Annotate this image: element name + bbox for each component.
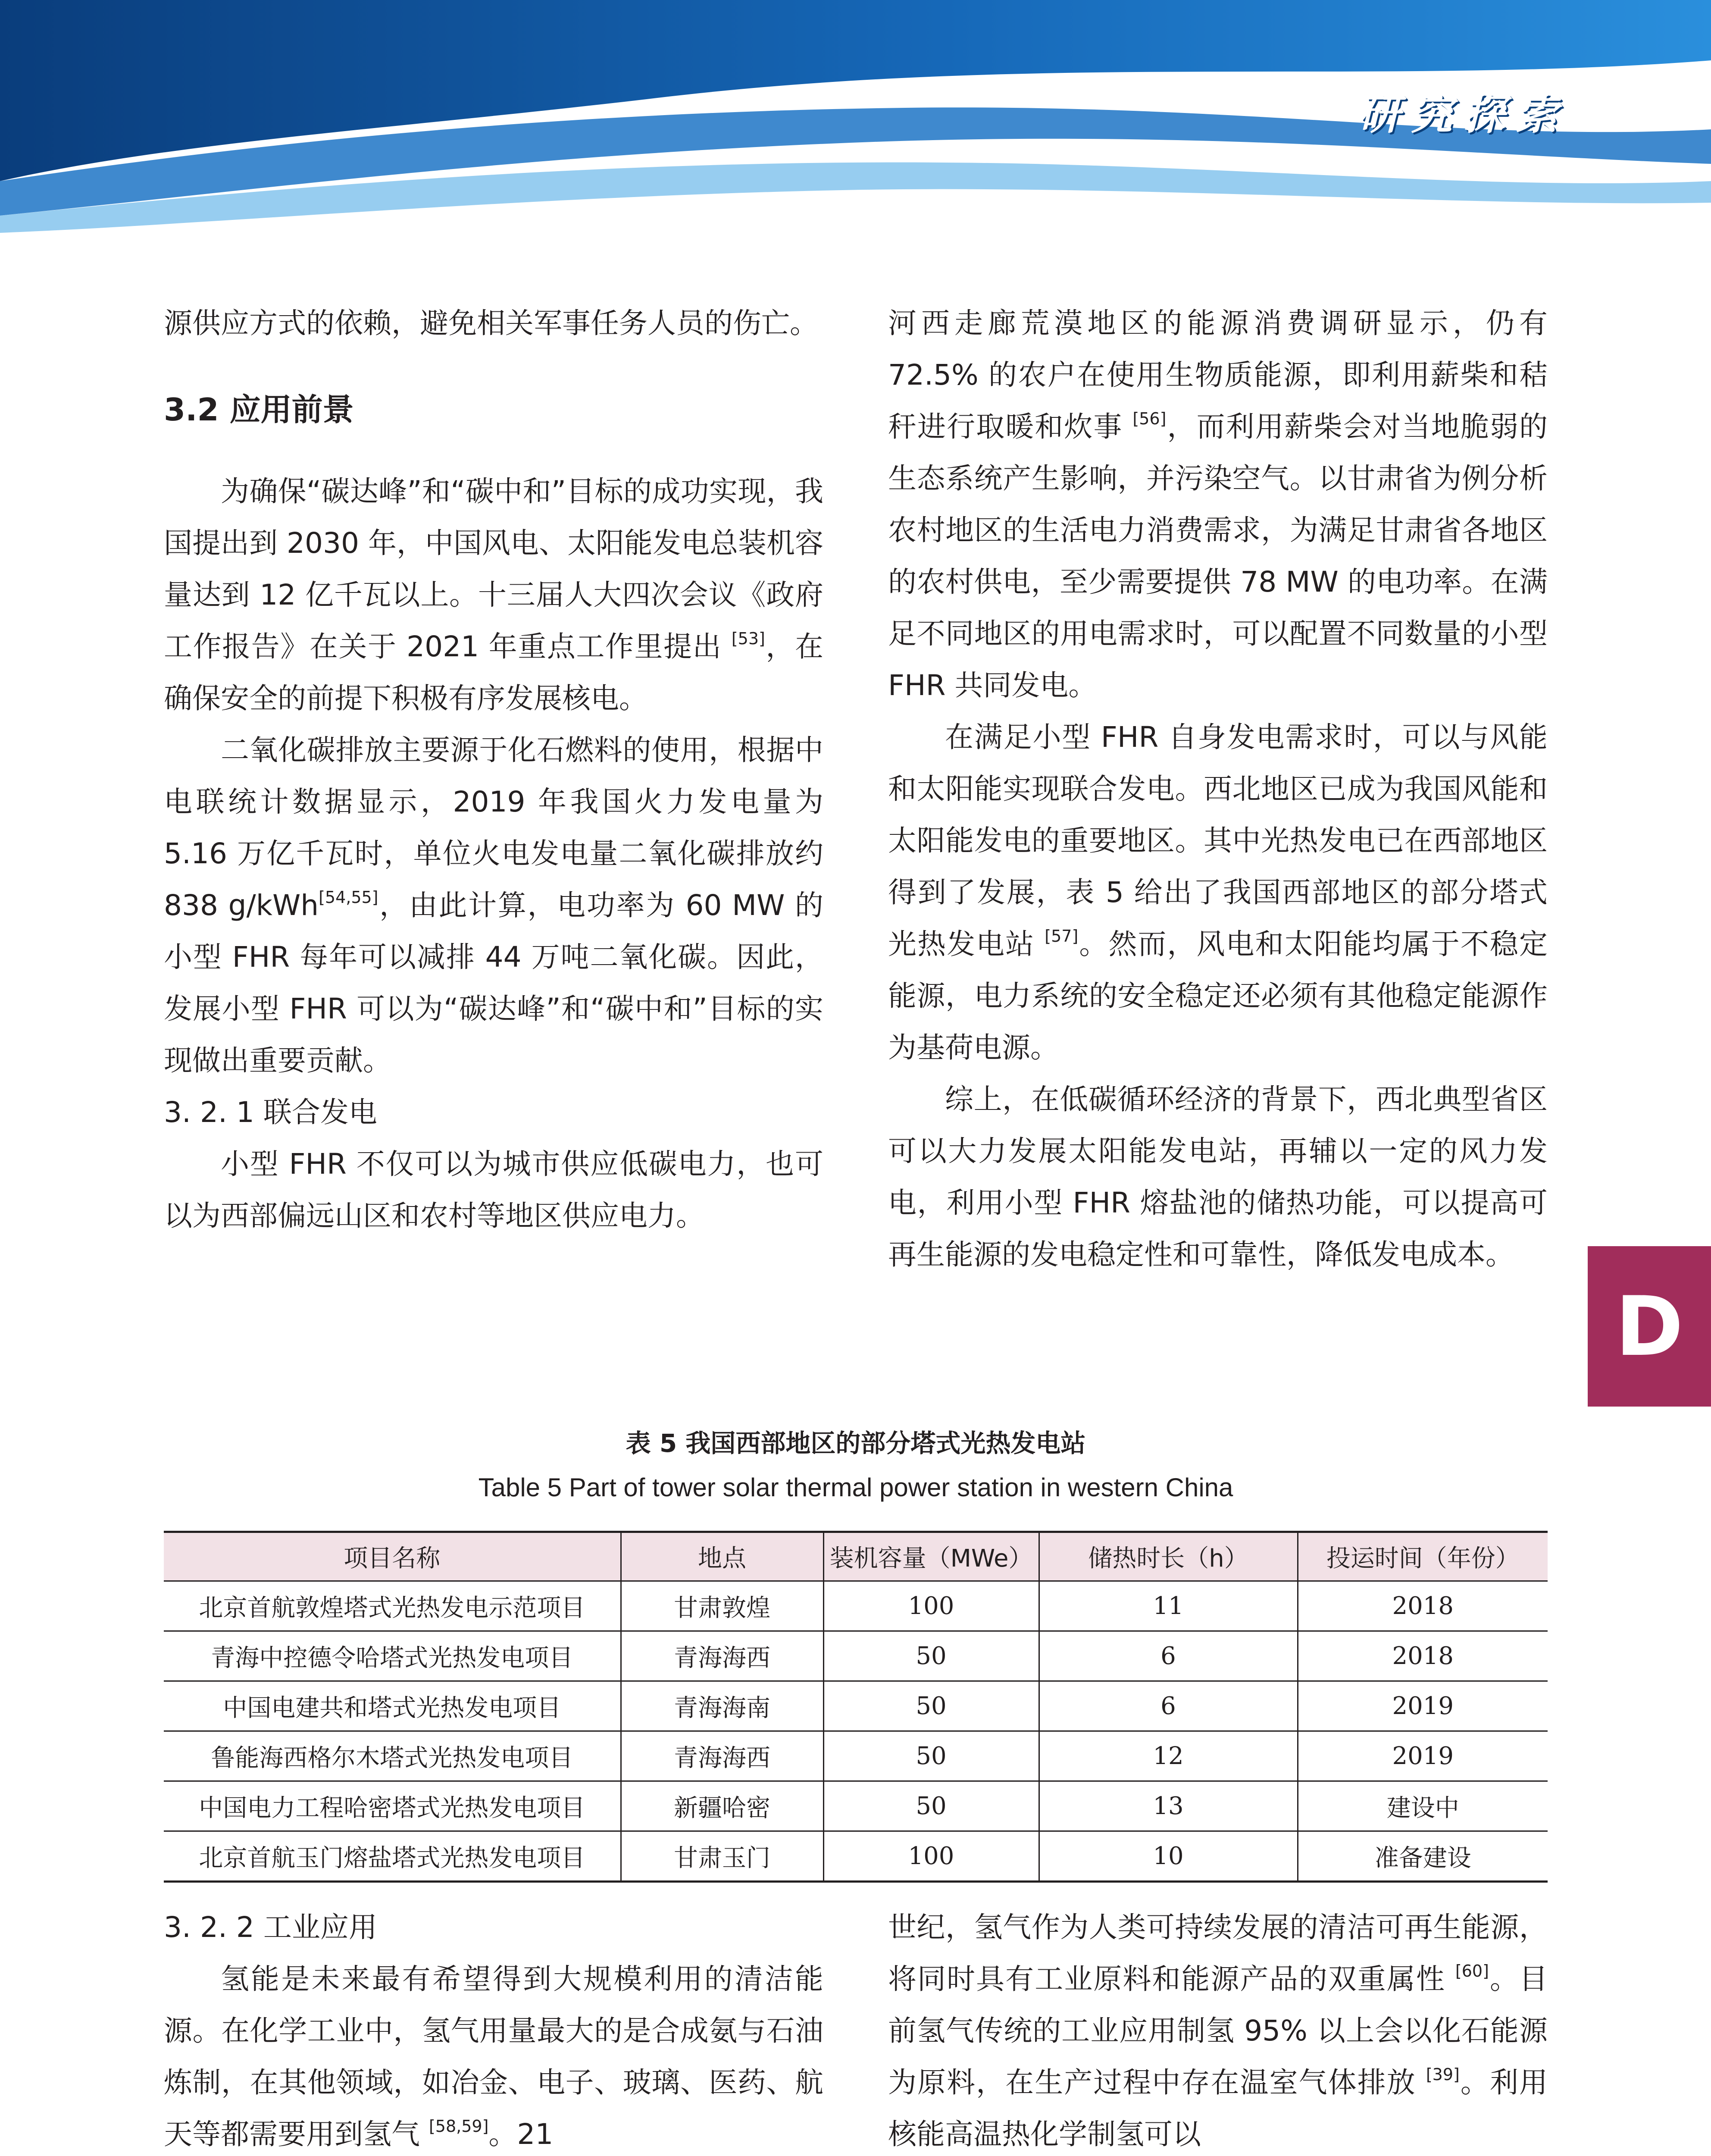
table-cell: 准备建设 — [1298, 1831, 1548, 1882]
table-cell: 12 — [1039, 1731, 1298, 1781]
citation: [60] — [1455, 1962, 1489, 1981]
subsection-heading: 3. 2. 1 联合发电 — [164, 1096, 377, 1129]
table-row — [164, 1781, 1548, 1831]
section-tag: 研究探索 — [1358, 91, 1569, 139]
table-cell: 2019 — [1298, 1731, 1548, 1781]
table-cell: 50 — [823, 1631, 1039, 1681]
bottom-left-column — [164, 1902, 823, 2156]
citation: [53] — [731, 629, 765, 648]
table-row — [164, 1581, 1548, 1631]
paragraph: 在满足小型 FHR 自身发电需求时，可以与风能和太阳能实现联合发电。西北地区已成为我国风能和太阳能发电的重要地区。其中光热发电已在西部地区得到了发展，表 5 给出了我国西部地区的部分塔式光热发电站 [57]。然而，风电和太阳能均属于不稳定能源，电力系统的安全稳定还必须有其他稳定能源作为基荷电源。 — [888, 721, 1548, 1064]
paragraph: 为确保“碳达峰”和“碳中和”目标的成功实现，我国提出到 2030 年，中国风电、太阳能发电总装机容量达到 12 亿千瓦以上。十三届人大四次会议《政府工作报告》在关于 2021 年重点工作里提出 [53]，在确保安全的前提下积极有序发展核电。 — [164, 475, 824, 715]
table-caption: 表 5 我国西部地区的部分塔式光热发电站 — [626, 1429, 1086, 1458]
table-cell: 中国电建共和塔式光热发电项目 — [164, 1681, 621, 1731]
table-cell: 青海海西 — [621, 1731, 823, 1781]
table-cell: 建设中 — [1298, 1781, 1548, 1831]
left-column — [164, 298, 823, 1242]
table-cell: 中国电力工程哈密塔式光热发电项目 — [164, 1781, 621, 1831]
table-row — [164, 1631, 1548, 1681]
paragraph: 河西走廊荒漠地区的能源消费调研显示，仍有 72.5% 的农户在使用生物质能源，即利用薪柴和秸秆进行取暖和炊事 [56]，而利用薪柴会对当地脆弱的生态系统产生影响，并污染空气。以甘肃省为例分析农村地区的生活电力消费需求，为满足甘肃省各地区的农村供电，至少需要提供 78 MW 的电功率。在满足不同地区的用电需求时，可以配置不同数量的小型 FHR 共同发电。 — [888, 307, 1548, 702]
table-cell: 2018 — [1298, 1581, 1548, 1631]
table-row — [164, 1731, 1548, 1781]
table-cell: 青海海西 — [621, 1631, 823, 1681]
table-cell: 6 — [1039, 1631, 1298, 1681]
table-row — [164, 1681, 1548, 1731]
paragraph: 世纪，氢气作为人类可持续发展的清洁可再生能源，将同时具有工业原料和能源产品的双重属性 [60]。目前氢气传统的工业应用制氢 95% 以上会以化石能源为原料，在生产过程中存在温室气体排放 [39]。利用核能高温热化学制氢可以 — [888, 1911, 1548, 2151]
table-cell: 青海中控德令哈塔式光热发电项目 — [164, 1631, 621, 1681]
subsection-heading: 3. 2. 2 工业应用 — [164, 1911, 377, 1944]
table-cell: 6 — [1039, 1681, 1298, 1731]
citation: [56] — [1132, 409, 1167, 428]
paragraph: 综上，在低碳循环经济的背景下，西北典型省区可以大力发展太阳能发电站，再辅以一定的风力发电，利用小型 FHR 熔盐池的储热功能，可以提高可再生能源的发电稳定性和可靠性，降低发电成本。 — [888, 1083, 1548, 1271]
table-caption-en: Table 5 Part of tower solar thermal power station in western China — [478, 1473, 1233, 1502]
table-cell: 100 — [823, 1831, 1039, 1882]
section-heading: 3.2 应用前景 — [164, 392, 354, 428]
citation: [54,55] — [319, 888, 378, 907]
table-cell: 10 — [1039, 1831, 1298, 1882]
paragraph: 二氧化碳排放主要源于化石燃料的使用，根据中电联统计数据显示，2019 年我国火力发电量为 5.16 万亿千瓦时，单位火电发电量二氧化碳排放约 838 g/kWh[54,55]，由此计算，电功率为 60 MW 的小型 FHR 每年可以减排 44 万吨二氧化碳。因此，发展小型 FHR 可以为“碳达峰”和“碳中和”目标的实现做出重要贡献。 — [164, 733, 823, 1077]
table-row — [164, 1831, 1548, 1882]
column-header: 投运时间（年份） — [1298, 1532, 1548, 1581]
table-cell: 北京首航敦煌塔式光热发电示范项目 — [164, 1581, 621, 1631]
table-cell: 青海海南 — [621, 1681, 823, 1731]
table-cell: 鲁能海西格尔木塔式光热发电项目 — [164, 1731, 621, 1781]
column-header: 地点 — [621, 1532, 823, 1581]
table-cell: 北京首航玉门熔盐塔式光热发电项目 — [164, 1831, 621, 1882]
citation: [58,59] — [429, 2117, 489, 2136]
citation: [57] — [1045, 927, 1079, 946]
citation: [39] — [1426, 2065, 1460, 2084]
table-header-row — [164, 1532, 1548, 1581]
table-cell: 甘肃敦煌 — [621, 1581, 823, 1631]
table-cell: 2019 — [1298, 1681, 1548, 1731]
table-cell: 新疆哈密 — [621, 1781, 823, 1831]
column-header: 储热时长（h） — [1039, 1532, 1298, 1581]
table-cell: 100 — [823, 1581, 1039, 1631]
table-cell: 50 — [823, 1681, 1039, 1731]
table-cell: 50 — [823, 1781, 1039, 1831]
section-side-tab: D — [1588, 1246, 1711, 1407]
bottom-right-column — [888, 1902, 1548, 2156]
paragraph: 氢能是未来最有希望得到大规模利用的清洁能源。在化学工业中，氢气用量最大的是合成氨与石油炼制，在其他领域，如冶金、电子、玻璃、医药、航天等都需要用到氢气 [58,59]。21 — [164, 1962, 823, 2151]
column-header: 装机容量（MWe） — [823, 1532, 1039, 1581]
data-table — [164, 1531, 1548, 1883]
right-column — [888, 298, 1548, 1281]
table-cell: 50 — [823, 1731, 1039, 1781]
paragraph: 源供应方式的依赖，避免相关军事任务人员的伤亡。 — [164, 307, 818, 340]
table-cell: 13 — [1039, 1781, 1298, 1831]
table-cell: 甘肃玉门 — [621, 1831, 823, 1882]
table-cell: 11 — [1039, 1581, 1298, 1631]
paragraph: 小型 FHR 不仅可以为城市供应低碳电力，也可以为西部偏远山区和农村等地区供应电力。 — [164, 1147, 823, 1232]
column-header: 项目名称 — [164, 1532, 621, 1581]
table-cell: 2018 — [1298, 1631, 1548, 1681]
